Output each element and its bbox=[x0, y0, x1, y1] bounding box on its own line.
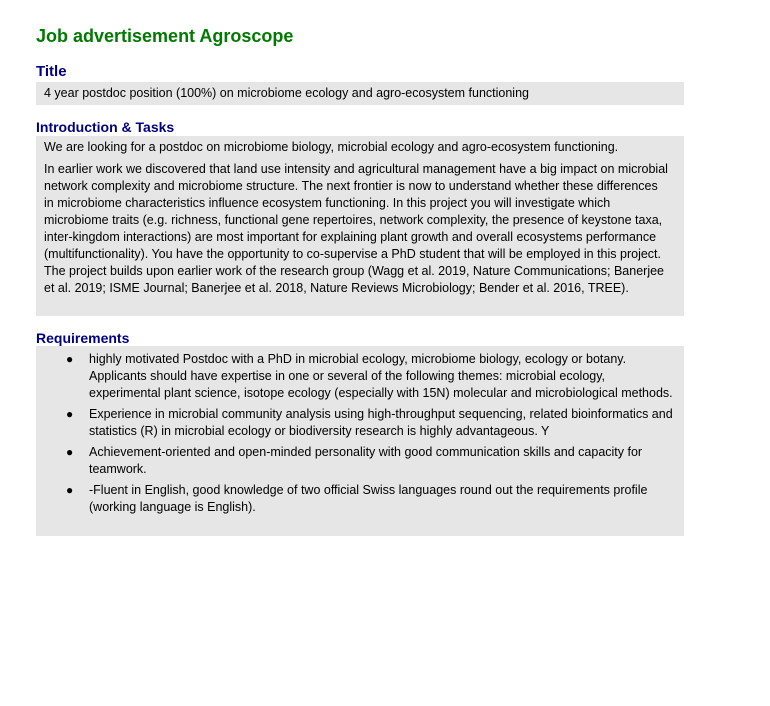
intro-box bbox=[36, 136, 684, 316]
requirement-text: -Fluent in English, good knowledge of two official Swiss languages round out the requirements profile (working language is English). bbox=[89, 483, 648, 514]
requirement-item bbox=[36, 406, 674, 440]
requirement-text: highly motivated Postdoc with a PhD in microbial ecology, microbiome biology, ecology or botany. Applicants should have expertise in one or several of the following themes: microbial ecology, experimental plant science, isotope ecology (especially with 15N) molecular and microbiological methods. bbox=[89, 352, 673, 400]
requirements-box bbox=[36, 346, 684, 536]
page-title: Job advertisement Agroscope bbox=[36, 26, 294, 46]
requirements-section-heading: Requirements bbox=[36, 330, 130, 346]
job-title-text: 4 year postdoc position (100%) on microbiome ecology and agro-ecosystem functioning bbox=[44, 86, 529, 100]
title-section-heading: Title bbox=[36, 63, 67, 80]
bullet-icon: ● bbox=[66, 407, 74, 421]
bullet-icon: ● bbox=[66, 483, 74, 497]
requirement-item bbox=[36, 444, 674, 478]
requirement-item bbox=[36, 482, 674, 516]
bullet-icon: ● bbox=[66, 352, 74, 366]
requirements-list bbox=[36, 351, 674, 516]
bullet-icon: ● bbox=[66, 445, 74, 459]
intro-paragraph-2: In earlier work we discovered that land use intensity and agricultural management have a big impact on microbial network complexity and microbiome structure. The next frontier is now to understand whether these differences in microbiome characteristics influence ecosystem functioning. In this project you will investigate which microbiome traits (e.g. richness, functional gene repertoires, network complexity, the presence of keystone taxa, inter-kingdom interactions) are most important for explaining plant growth and overall ecosystems performance (multifunctionality). You have the opportunity to co-supervise a PhD student that will be employed in this project. The project builds upon earlier work of the research group (Wagg et al. 2019, Nature Communications; Banerjee et al. 2019; ISME Journal; Banerjee et al. 2018, Nature Reviews Microbiology; Bender et al. 2016, TREE). bbox=[44, 162, 668, 295]
requirement-item bbox=[36, 351, 674, 402]
intro-section-heading: Introduction & Tasks bbox=[36, 119, 175, 135]
intro-paragraph-1: We are looking for a postdoc on microbiome biology, microbial ecology and agro-ecosystem functioning. bbox=[44, 140, 619, 154]
title-box bbox=[36, 82, 684, 105]
requirement-text: Achievement-oriented and open-minded personality with good communication skills and capacity for teamwork. bbox=[89, 445, 643, 476]
requirement-text: Experience in microbial community analysis using high-throughput sequencing, related bioinformatics and statistics (R) in microbial ecology or biodiversity research is highly advantageous. Y bbox=[89, 407, 673, 438]
